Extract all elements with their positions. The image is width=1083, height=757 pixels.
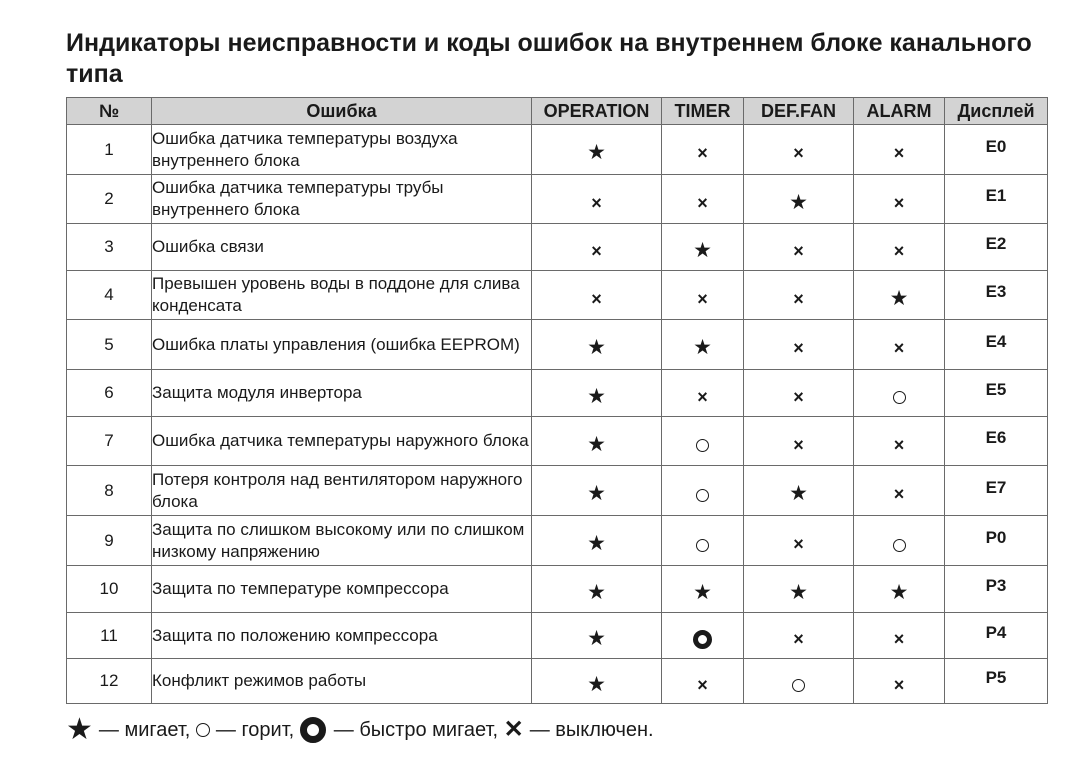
table-row [67,175,1048,224]
blinking-star-icon: ★ [587,141,606,164]
display-code-text: P5 [985,668,1007,687]
off-cross-icon: × [893,192,905,213]
indicator-operation [532,516,662,566]
blinking-star-icon: ★ [789,482,808,505]
blinking-star-icon: ★ [889,286,909,310]
off-cross-icon: × [893,338,905,358]
indicator-timer [662,370,744,417]
indicator-alarm [854,125,945,175]
error-codes-table [66,97,1048,704]
table-row [67,224,1048,271]
indicator-alarm [854,516,945,566]
display-code [945,125,1048,175]
legend-on: — горит, [215,719,295,741]
blinking-star-icon: ★ [889,580,909,604]
display-code-text: E1 [985,186,1007,205]
off-cross-icon: × [893,629,905,649]
row-number: 1 [67,125,152,175]
header-timer: TIMER [662,98,744,125]
error-description: Защита по слишком высокому или по слишком низкому напряжению [152,516,532,566]
table-row [67,271,1048,320]
header-deffan: DEF.FAN [744,98,854,125]
header-number: № [67,98,152,125]
off-cross-icon: × [793,338,804,358]
indicator-deffan [744,516,854,566]
indicator-operation [532,417,662,466]
indicator-timer [662,125,744,175]
indicator-alarm [854,271,945,320]
table-row [67,566,1048,613]
display-code [945,466,1048,516]
blinking-star-icon: ★ [587,672,606,696]
off-cross-icon: × [793,143,804,163]
display-code-text: E0 [985,136,1007,156]
display-code [945,613,1048,659]
blinking-star-icon: ★ [587,336,606,359]
indicator-timer [662,659,744,704]
indicator-operation [532,271,662,320]
header-alarm: ALARM [854,98,945,125]
display-code-text: E5 [985,380,1007,399]
error-description: Ошибка платы управления (ошибка EEPROM) [152,320,532,370]
off-cross-icon: × [697,192,708,213]
blinking-star-icon: ★ [587,384,606,408]
off-cross-icon: × [793,534,804,554]
row-number: 12 [67,659,152,704]
table-row [67,613,1048,659]
row-number: 9 [67,516,152,566]
row-number: 11 [67,613,152,659]
error-description: Превышен уровень воды в поддоне для слива конденсата [152,271,532,320]
table-row [67,466,1048,516]
indicator-timer [662,466,744,516]
on-circle-icon [196,723,210,737]
fast-blink-circle-icon [693,630,712,649]
display-code [945,659,1048,704]
display-code-text: E4 [985,331,1007,351]
indicator-alarm [854,466,945,516]
row-number: 6 [67,370,152,417]
indicator-operation [532,224,662,271]
header-operation: OPERATION [532,98,662,125]
indicator-timer [662,613,744,659]
blinking-star-icon: ★ [66,713,93,746]
indicator-operation [532,466,662,516]
off-cross-icon: × [793,629,804,649]
display-code [945,566,1048,613]
row-number: 7 [67,417,152,466]
indicator-deffan [744,370,854,417]
blinking-star-icon: ★ [789,190,808,214]
table-row [67,370,1048,417]
indicator-deffan [744,466,854,516]
on-circle-icon [893,539,906,552]
indicator-deffan [744,175,854,224]
legend-blinking: — мигает, [98,719,191,741]
error-description: Ошибка связи [152,224,532,271]
indicator-deffan [744,659,854,704]
indicator-operation [532,659,662,704]
blinking-star-icon: ★ [587,482,606,505]
error-description: Защита модуля инвертора [152,370,532,417]
indicator-deffan [744,224,854,271]
display-code [945,417,1048,466]
off-cross-icon: × [893,484,905,504]
display-code-text: E7 [985,477,1007,497]
indicator-alarm [854,175,945,224]
table-row [67,320,1048,370]
blinking-star-icon: ★ [587,532,606,555]
indicator-timer [662,271,744,320]
indicator-deffan [744,271,854,320]
header-display: Дисплей [945,98,1048,125]
indicator-timer [662,320,744,370]
error-description: Потеря контроля над вентилятором наружного блока [152,466,532,516]
off-cross-icon: × [893,674,905,695]
off-cross-icon: × [697,288,708,309]
error-description: Ошибка датчика температуры наружного блока [152,417,532,466]
indicator-alarm [854,659,945,704]
on-circle-icon [696,539,709,552]
display-code [945,516,1048,566]
table-row [67,659,1048,704]
on-circle-icon [696,489,709,502]
table-row [67,516,1048,566]
indicator-alarm [854,370,945,417]
table-row [67,125,1048,175]
off-cross-icon: × [591,192,602,213]
display-code [945,175,1048,224]
display-code-text: P4 [985,622,1007,642]
indicator-deffan [744,320,854,370]
indicator-timer [662,175,744,224]
indicator-alarm [854,320,945,370]
indicator-operation [532,370,662,417]
indicator-alarm [854,613,945,659]
blinking-star-icon: ★ [789,580,808,604]
display-code-text: P3 [985,576,1007,595]
display-code-text: P0 [985,527,1007,547]
indicator-deffan [744,125,854,175]
off-cross-icon: × [793,434,804,455]
row-number: 3 [67,224,152,271]
blinking-star-icon: ★ [587,580,606,604]
display-code-text: E3 [985,282,1007,301]
row-number: 2 [67,175,152,224]
error-description: Ошибка датчика температуры трубы внутреннего блока [152,175,532,224]
off-cross-icon: ✕ [503,716,524,743]
blinking-star-icon: ★ [587,432,606,456]
indicator-alarm [854,566,945,613]
blinking-star-icon: ★ [693,580,712,604]
blinking-star-icon: ★ [693,238,712,262]
indicator-operation [532,320,662,370]
row-number: 10 [67,566,152,613]
display-code [945,370,1048,417]
fast-blink-circle-icon [300,717,326,743]
header-error: Ошибка [152,98,532,125]
off-cross-icon: × [591,240,602,261]
off-cross-icon: × [697,143,708,163]
legend-off: — выключен. [529,719,654,741]
blinking-star-icon: ★ [587,627,606,650]
on-circle-icon [893,391,906,404]
indicator-timer [662,224,744,271]
blinking-star-icon: ★ [693,336,712,359]
indicator-timer [662,516,744,566]
table-row [67,417,1048,466]
legend-fast-blinking: — быстро мигает, [333,719,499,741]
row-number: 8 [67,466,152,516]
indicator-timer [662,566,744,613]
on-circle-icon [696,439,709,452]
indicator-operation [532,125,662,175]
indicator-deffan [744,566,854,613]
display-code-text: E6 [985,428,1007,447]
error-description: Защита по температуре компрессора [152,566,532,613]
row-number: 4 [67,271,152,320]
indicator-timer [662,417,744,466]
row-number: 5 [67,320,152,370]
off-cross-icon: × [697,386,708,407]
off-cross-icon: × [591,288,602,309]
error-description: Ошибка датчика температуры воздуха внутреннего блока [152,125,532,175]
off-cross-icon: × [793,240,804,261]
table-header-row [67,98,1048,125]
indicator-operation [532,566,662,613]
indicator-operation [532,613,662,659]
error-description: Защита по положению компрессора [152,613,532,659]
on-circle-icon [792,679,805,692]
error-description: Конфликт режимов работы [152,659,532,704]
indicator-alarm [854,417,945,466]
page-title: Индикаторы неисправности и коды ошибок на внутреннем блоке канального типа [66,29,1032,88]
off-cross-icon: × [793,288,804,309]
indicator-deffan [744,417,854,466]
display-code [945,224,1048,271]
legend [66,713,654,746]
indicator-deffan [744,613,854,659]
off-cross-icon: × [893,143,905,163]
off-cross-icon: × [697,674,708,695]
indicator-alarm [854,224,945,271]
indicator-operation [532,175,662,224]
display-code-text: E2 [985,234,1007,253]
off-cross-icon: × [793,386,804,407]
display-code [945,320,1048,370]
off-cross-icon: × [893,240,905,261]
off-cross-icon: × [893,434,905,455]
display-code [945,271,1048,320]
